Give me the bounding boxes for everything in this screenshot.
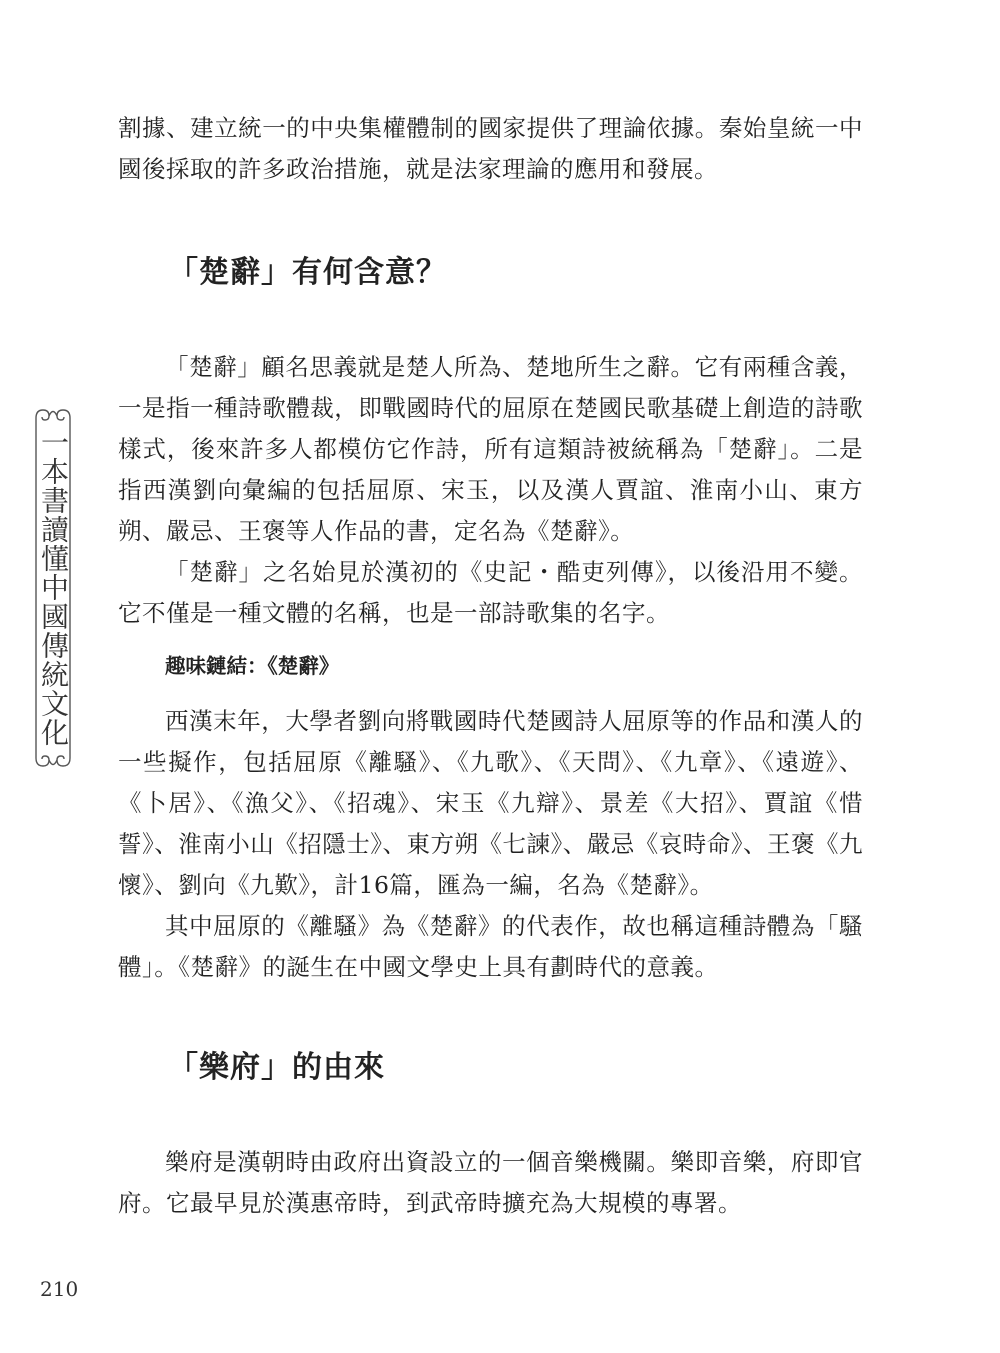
running-title-block [30, 404, 76, 772]
paragraph: 其中屈原的《離騷》為《楚辭》的代表作，故也稱這種詩體為「騷體」。《楚辭》的誕生在中國文學史上具有劃時代的意義。 [118, 912, 863, 981]
running-title: 一本書讀懂中國傳統文化 [37, 428, 70, 747]
fun-link-subheading: 趣味鏈結：《楚辭》 [165, 654, 340, 678]
section-heading-yuefu: 「樂府」的由來 [168, 1050, 385, 1085]
intro-paragraph: 割據、建立統一的中央集權體制的國家提供了理論依據。秦始皇統一中國後採取的許多政治措施，就是法家理論的應用和發展。 [118, 114, 863, 183]
paragraph: 「楚辭」之名始見於漢初的《史記・酷吏列傳》，以後沿用不變。它不僅是一種文體的名稱，也是一部詩歌集的名字。 [118, 558, 863, 627]
paragraph: 西漢末年，大學者劉向將戰國時代楚國詩人屈原等的作品和漢人的一些擬作，包括屈原《離騷》、《九歌》、《天問》、《九章》、《遠遊》、《卜居》、《漁父》、《招魂》、宋玉《九辯》、景差《大招》、賈誼《惜誓》、淮南小山《招隱士》、東方朔《七諫》、嚴忌《哀時命》、王褒《九懷》、劉向《九歎》，計16篇，匯為一編，名為《楚辭》。 [118, 707, 863, 899]
paragraph: 樂府是漢朝時由政府出資設立的一個音樂機關。樂即音樂，府即官府。它最早見於漢惠帝時，到武帝時擴充為大規模的專署。 [118, 1148, 863, 1217]
section-heading-chuci: 「楚辭」有何含意？ [168, 255, 447, 290]
page-number: 210 [40, 1277, 79, 1301]
page-content [118, 108, 863, 1224]
paragraph: 「楚辭」顧名思義就是楚人所為、楚地所生之辭。它有兩種含義，一是指一種詩歌體裁，即戰國時代的屈原在楚國民歌基礎上創造的詩歌樣式，後來許多人都模仿它作詩，所有這類詩被統稱為「楚辭」。二是指西漢劉向彙編的包括屈原、宋玉，以及漢人賈誼、淮南小山、東方朔、嚴忌、王褒等人作品的書，定名為《楚辭》。 [118, 353, 863, 545]
